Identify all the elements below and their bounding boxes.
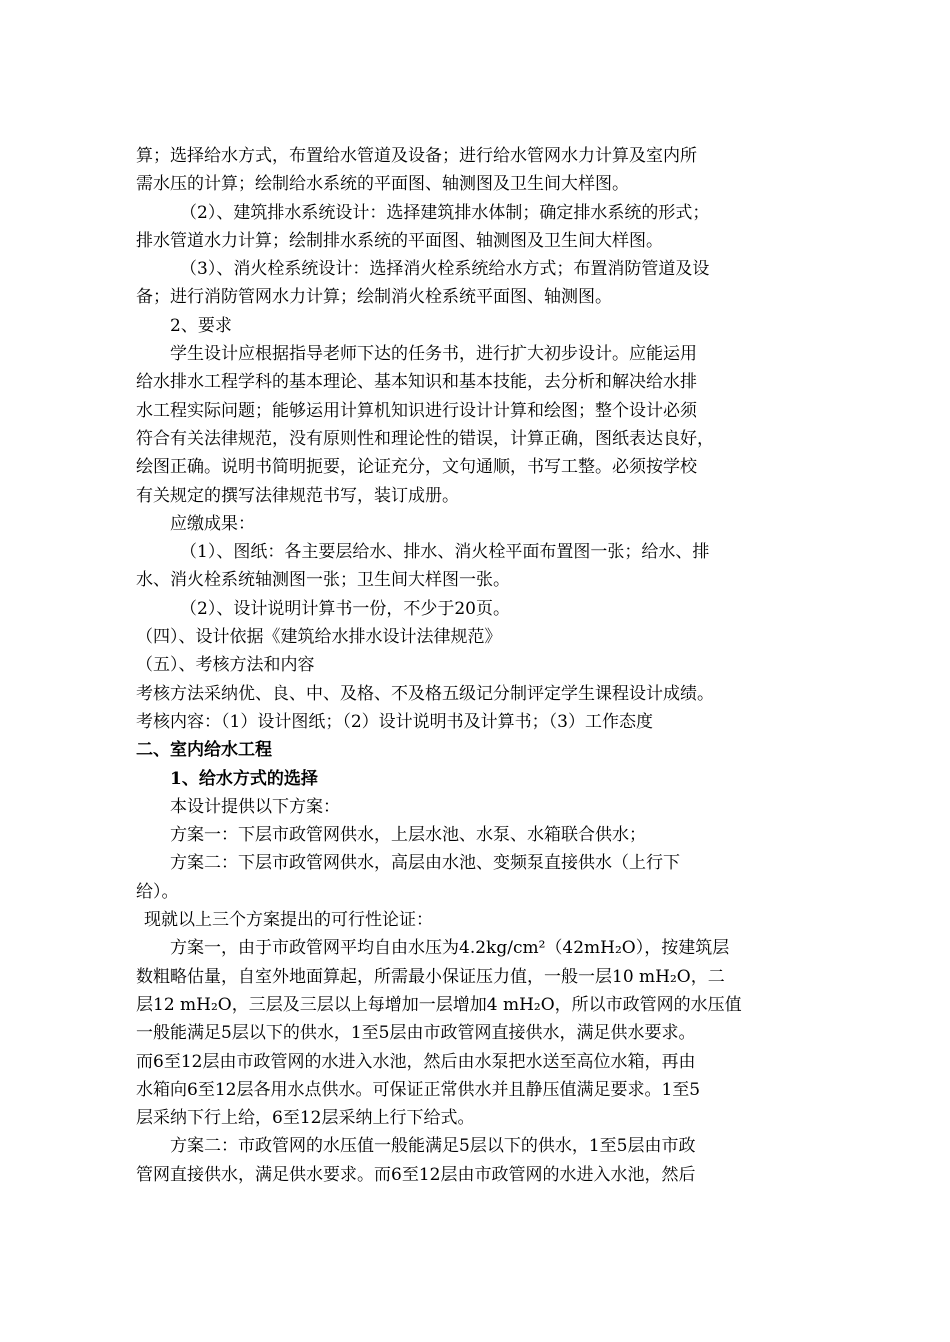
text-line: 应缴成果： — [170, 513, 255, 534]
text-line: 学生设计应根据指导老师下达的任务书，进行扩大初步设计。应能运用 — [170, 344, 697, 365]
text-line: 数粗略估量，自室外地面算起，所需最小保证压力值，一般一层10 mH₂O，二 — [136, 966, 725, 987]
text-line: 水、消火栓系统轴测图一张；卫生间大样图一张。 — [136, 570, 510, 591]
text-line: 现就以上三个方案提出的可行性论证： — [144, 910, 433, 931]
text-line: （五）、考核方法和内容 — [136, 655, 315, 676]
text-line: 给）。 — [136, 881, 179, 902]
text-line: 层12 mH₂O，三层及三层以上每增加一层增加4 mH₂O，所以市政管网的水压值 — [136, 994, 742, 1015]
section-heading: 1、给水方式的选择 — [170, 768, 318, 789]
text-line: 管网直接供水，满足供水要求。而6至12层由市政管网的水进入水池，然后 — [136, 1164, 696, 1185]
text-line: 水工程实际问题；能够运用计算机知识进行设计计算和绘图；整个设计必须 — [136, 400, 697, 421]
section-heading: 二、室内给水工程 — [136, 740, 272, 761]
text-line: 排水管道水力计算；绘制排水系统的平面图、轴测图及卫生间大样图。 — [136, 230, 663, 251]
text-line: 方案一，由于市政管网平均自由水压为4.2kg/cm²（42mH₂O），按建筑层 — [170, 938, 730, 959]
text-line: 而6至12层由市政管网的水进入水池，然后由水泵把水送至高位水箱，再由 — [136, 1051, 696, 1072]
text-line: 层采纳下行上给，6至12层采纳上行下给式。 — [136, 1108, 475, 1129]
text-line: 方案二：下层市政管网供水，高层由水池、变频泵直接供水（上行下 — [170, 853, 680, 874]
text-line: 水箱向6至12层各用水点供水。可保证正常供水并且静压值满足要求。1至5 — [136, 1079, 701, 1100]
text-line: （2）、建筑排水系统设计：选择建筑排水体制；确定排水系统的形式； — [180, 202, 710, 223]
text-line: 方案二：市政管网的水压值一般能满足5层以下的供水，1至5层由市政 — [170, 1136, 696, 1157]
text-line: 考核内容：（1）设计图纸；（2）设计说明书及计算书；（3）工作态度 — [136, 711, 653, 732]
text-line: （3）、消火栓系统设计：选择消火栓系统给水方式；布置消防管道及设 — [180, 259, 710, 280]
text-line: （四）、设计依据《建筑给水排水设计法律规范》 — [136, 627, 502, 648]
text-line: 有关规定的撰写法律规范书写，装订成册。 — [136, 485, 459, 506]
text-line: 备；进行消防管网水力计算；绘制消火栓系统平面图、轴测图。 — [136, 287, 612, 308]
text-line: （1）、图纸：各主要层给水、排水、消火栓平面布置图一张；给水、排 — [180, 542, 710, 563]
text-line: 方案一：下层市政管网供水，上层水池、水泵、水箱联合供水； — [170, 825, 646, 846]
text-line: 需水压的计算；绘制给水系统的平面图、轴测图及卫生间大样图。 — [136, 174, 629, 195]
text-line: 给水排水工程学科的基本理论、基本知识和基本技能，去分析和解决给水排 — [136, 372, 697, 393]
text-line: 考核方法采纳优、良、中、及格、不及格五级记分制评定学生课程设计成绩。 — [136, 683, 714, 704]
text-line: 绘图正确。说明书简明扼要，论证充分，文句通顺，书写工整。必须按学校 — [136, 457, 697, 478]
text-line: 2、要求 — [170, 315, 232, 336]
text-line: 本设计提供以下方案： — [170, 796, 340, 817]
text-line: 一般能满足5层以下的供水，1至5层由市政管网直接供水，满足供水要求。 — [136, 1023, 696, 1044]
text-line: 算；选择给水方式，布置给水管道及设备；进行给水管网水力计算及室内所 — [136, 146, 697, 166]
text-line: （2）、设计说明计算书一份，不少于20页。 — [180, 598, 510, 619]
text-line: 符合有关法律规范，没有原则性和理论性的错误，计算正确，图纸表达良好， — [136, 428, 714, 449]
